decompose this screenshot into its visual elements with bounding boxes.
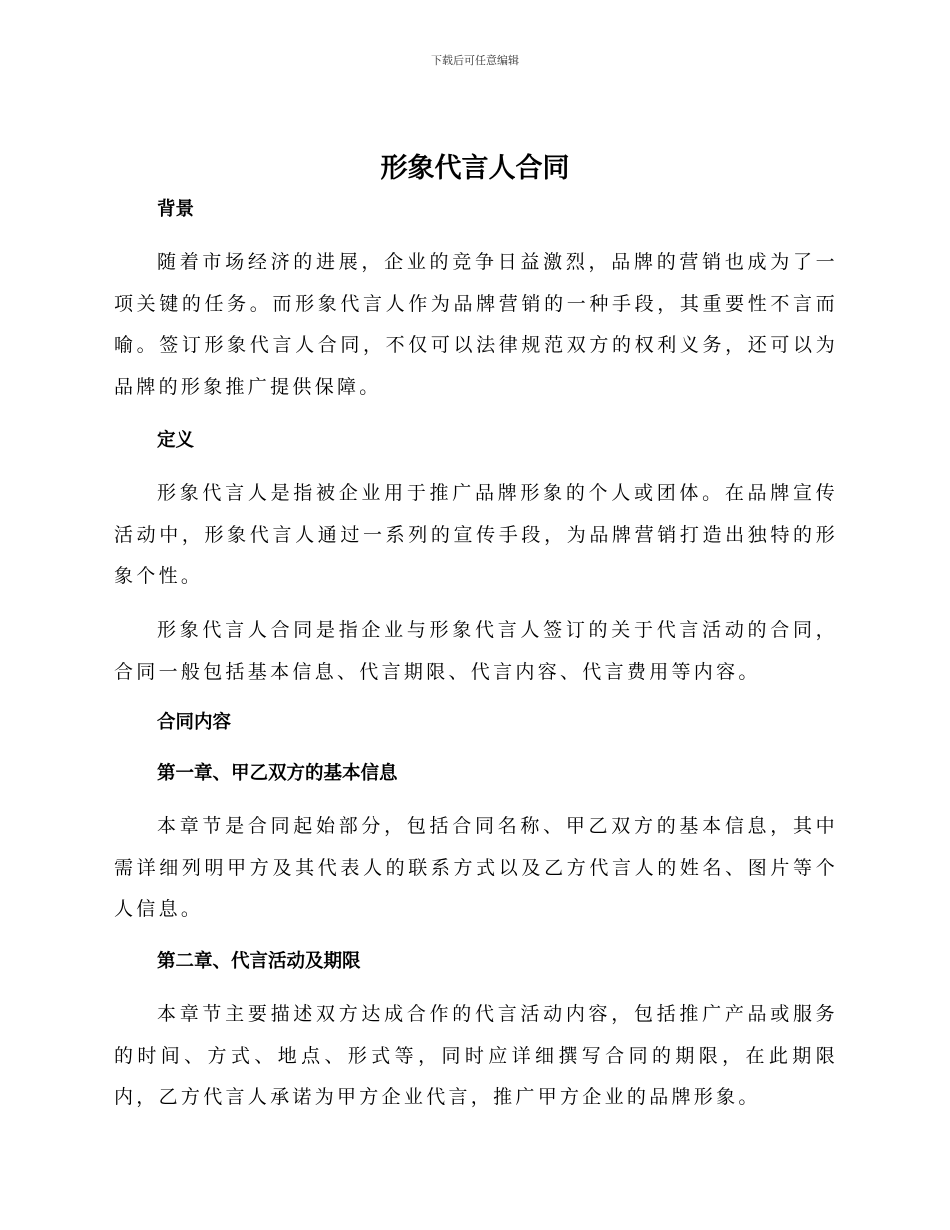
paragraph-definition-1: 形象代言人是指被企业用于推广品牌形象的个人或团体。在品牌宣传活动中，形象代言人通过一系列的宣传手段，为品牌营销打造出独特的形象个性。 [114,482,838,587]
paragraph-definition-2: 形象代言人合同是指企业与形象代言人签订的关于代言活动的合同，合同一般包括基本信息、代言期限、代言内容、代言费用等内容。 [114,619,838,683]
section-heading-contract-content: 合同内容 [157,712,232,733]
section-heading-definition: 定义 [157,430,195,451]
chapter-heading-2: 第二章、代言活动及期限 [157,951,361,972]
paragraph-background: 随着市场经济的进展，企业的竞争日益激烈，品牌的营销也成为了一项关键的任务。而形象代言人作为品牌营销的一种手段，其重要性不言而喻。签订形象代言人合同，不仅可以法律规范双方的权利义务，还可以为品牌的形象推广提供保障。 [114,251,838,398]
paragraph-chapter-1: 本章节是合同起始部分，包括合同名称、甲乙双方的基本信息，其中需详细列明甲方及其代表人的联系方式以及乙方代言人的姓名、图片等个人信息。 [114,815,838,920]
document-title: 形象代言人合同 [380,153,570,184]
paragraph-chapter-2: 本章节主要描述双方达成合作的代言活动内容，包括推广产品或服务的时间、方式、地点、形式等，同时应详细撰写合同的期限，在此期限内，乙方代言人承诺为甲方企业代言，推广甲方企业的品牌形象。 [114,1003,838,1108]
page-header-note: 下载后可任意编辑 [431,54,519,67]
section-heading-background: 背景 [157,199,195,220]
chapter-heading-1: 第一章、甲乙双方的基本信息 [157,763,398,784]
